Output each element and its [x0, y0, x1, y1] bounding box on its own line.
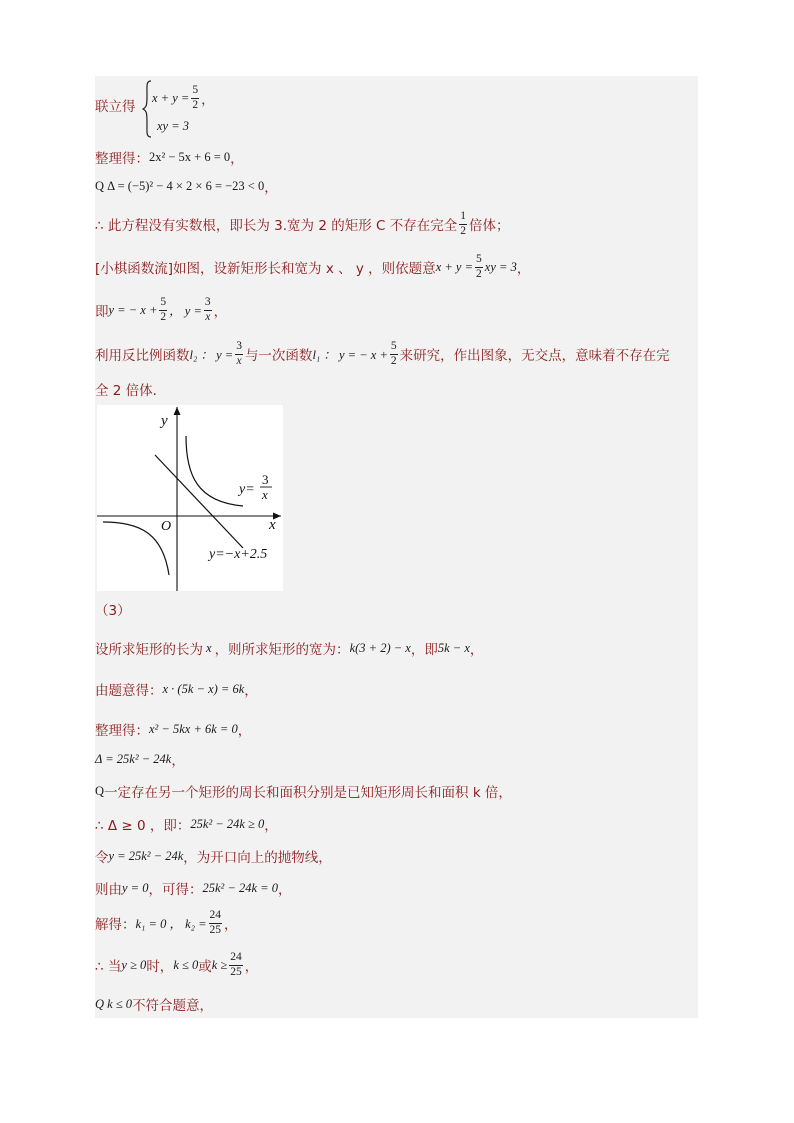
denominator: x	[205, 310, 211, 323]
denominator: x	[236, 354, 242, 367]
text: 利用反比例函数	[95, 348, 190, 364]
line-range	[95, 949, 258, 981]
text: 由题意得：	[95, 683, 163, 699]
math: Δ = 25k² − 24k	[95, 751, 172, 766]
text: ∴ 此方程没有实数根，即长为 3.宽为 2 的矩形 C 不存在完全	[95, 218, 458, 234]
linear-function-line	[155, 455, 243, 548]
comma: ，	[224, 917, 238, 933]
function-graph	[97, 405, 283, 591]
line-existence	[95, 779, 512, 803]
y-axis-arrow-icon	[174, 407, 181, 415]
text: 时，	[146, 959, 174, 975]
text: ，可得：	[148, 882, 203, 898]
text: ，为开口向上的抛物线，	[183, 850, 332, 866]
hyperbola-branch-q3	[103, 522, 169, 575]
system-eq2	[157, 116, 189, 136]
comma: ，	[237, 723, 252, 739]
denominator: 2	[192, 98, 199, 111]
line-label: y=−x+2.5	[209, 547, 268, 562]
math: Q k ≤ 0	[95, 996, 133, 1011]
numerator: 5	[390, 341, 398, 355]
fraction	[459, 211, 467, 237]
text: 即	[95, 304, 109, 320]
line-simplify-1	[95, 145, 244, 169]
text: ∴ 当	[95, 959, 122, 975]
fraction	[235, 341, 243, 367]
comma: ，	[230, 151, 244, 167]
fraction	[390, 341, 398, 367]
denominator: 25	[209, 923, 222, 936]
numerator: 1	[459, 211, 467, 225]
denominator: 25	[230, 965, 242, 978]
math: Q	[95, 783, 105, 798]
text: 或	[198, 959, 212, 975]
part-3-heading	[95, 597, 131, 621]
math: ， y =	[169, 304, 202, 318]
math: y = 25k² − 24k	[108, 848, 184, 863]
comma: ，	[244, 683, 258, 699]
fraction	[209, 910, 223, 936]
line-reject	[95, 992, 213, 1016]
fraction	[475, 254, 483, 280]
line-equation	[95, 677, 258, 701]
denominator: 2	[460, 224, 466, 237]
origin-label: O	[161, 519, 172, 534]
text: 整理得：	[95, 723, 149, 739]
math: Q Δ = (−5)² − 4 × 2 × 6 = −23 < 0	[95, 178, 265, 193]
x-axis-label: x	[269, 517, 276, 533]
text: 则由	[95, 882, 122, 898]
comma: ，	[201, 92, 215, 108]
comma: ，	[264, 180, 278, 196]
math: x² − 5kx + 6k = 0	[149, 721, 238, 736]
text: 不符合题意，	[132, 998, 214, 1014]
comma: ，	[171, 753, 185, 769]
math: y = − x +	[108, 302, 158, 317]
math: x + y =	[435, 259, 474, 274]
system-eq1	[152, 82, 215, 114]
math: l₂ ： y =	[189, 348, 234, 362]
math: y = 0	[122, 880, 149, 895]
denominator: 2	[390, 354, 397, 367]
text: [小棋函数流]如图，设新矩形长和宽为 x 、 y ，则依题意	[95, 261, 436, 277]
numerator: 24	[209, 910, 223, 924]
text: 令	[95, 850, 109, 866]
line-functions	[95, 294, 227, 326]
math: 25k² − 24k = 0	[202, 880, 278, 895]
line-system	[95, 95, 136, 115]
math: 2x² − 5x + 6 = 0	[149, 149, 231, 164]
line-discriminant-1	[95, 174, 278, 198]
line-set-rectangle	[95, 636, 483, 660]
line-function-method	[95, 252, 530, 282]
fraction	[229, 952, 243, 978]
hyperbola-branch-q1	[186, 436, 243, 506]
line-inequality	[95, 812, 278, 836]
text: 整理得：	[95, 151, 149, 167]
fraction	[159, 297, 167, 323]
comma: ，	[244, 959, 259, 975]
fraction	[191, 85, 199, 111]
line-simplify-2	[95, 717, 251, 741]
math: xy = 3	[484, 259, 517, 274]
comma: ，	[277, 882, 292, 898]
comma: ，	[469, 642, 484, 658]
denominator: 2	[160, 310, 167, 323]
math: l₁ ： y = − x +	[312, 348, 388, 362]
line-parabola	[95, 844, 332, 868]
numerator: 3	[235, 341, 243, 355]
text: 联立得	[95, 99, 136, 115]
numerator: 5	[475, 254, 483, 268]
text: ∴ Δ ≥ 0 ，即：	[95, 818, 191, 834]
y-axis-label: y	[161, 413, 168, 429]
comma: ，	[264, 818, 278, 834]
math: k ≥	[211, 957, 228, 972]
math: y ≥ 0	[121, 957, 147, 972]
line-graph-conclusion	[95, 377, 166, 401]
numerator: 5	[191, 85, 199, 99]
comma: ，	[516, 261, 531, 277]
numerator: 24	[229, 952, 243, 966]
math: k₁ = 0 ， k₂ =	[135, 917, 207, 931]
solution-panel	[95, 76, 698, 1018]
math: k(3 + 2) − x	[349, 640, 411, 655]
brace-icon	[142, 80, 152, 138]
text: 与一次函数	[244, 348, 313, 364]
curve-label-denominator: x	[262, 487, 268, 502]
denominator: 2	[476, 267, 482, 280]
numerator: 3	[204, 297, 212, 311]
comma: ，	[213, 304, 228, 320]
math: xy = 3	[157, 118, 190, 133]
text: 设所求矩形的长为	[95, 642, 203, 658]
text: （3）	[95, 603, 131, 619]
math: x + y =	[152, 90, 190, 105]
math: 25k² − 24k ≥ 0	[190, 816, 265, 831]
math: x · (5k − x) = 6k	[162, 681, 245, 696]
text: ，则所求矩形的宽为：	[214, 642, 350, 658]
text: ，即	[410, 642, 438, 658]
math: 5k − x	[437, 640, 470, 655]
text: 全 2 倍体．	[95, 383, 167, 399]
fraction	[204, 297, 212, 323]
line-conclusion-1	[95, 210, 509, 238]
text: 倍体；	[468, 218, 510, 234]
math: x	[206, 640, 212, 655]
math: k ≤ 0	[173, 957, 199, 972]
curve-label-numerator: 3	[262, 472, 269, 487]
text: 解得：	[95, 917, 136, 933]
curve-label-prefix: y=	[239, 482, 255, 497]
text: 一定存在另一个矩形的周长和面积分别是已知矩形周长和面积 k 倍，	[104, 785, 512, 801]
line-discriminant-2	[95, 747, 185, 771]
numerator: 5	[159, 297, 167, 311]
line-solutions	[95, 907, 238, 939]
line-graph-method	[95, 338, 670, 370]
line-roots	[95, 876, 291, 900]
text: 来研究，作出图象，无交点，意味着不存在完	[399, 348, 670, 364]
